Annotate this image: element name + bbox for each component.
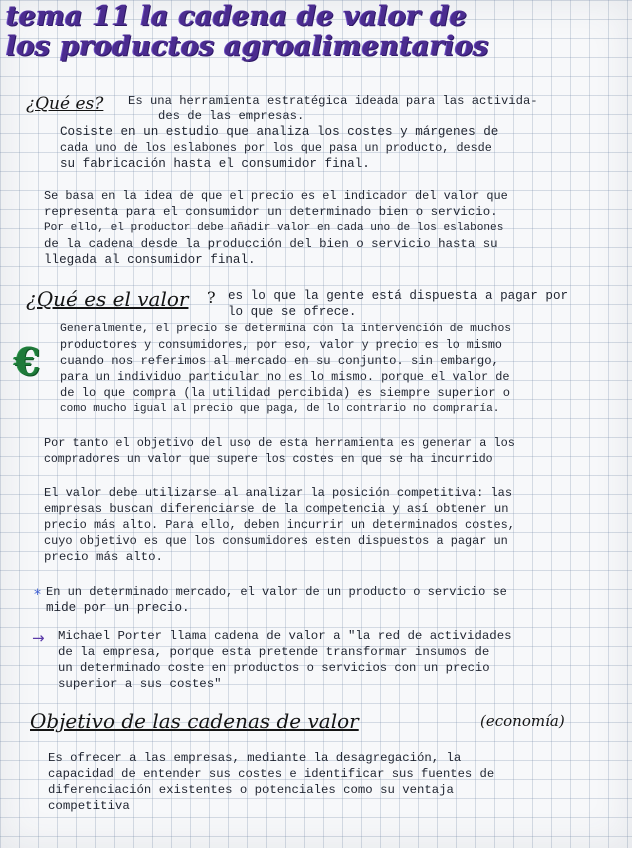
s4-line-5: de lo que compra (la utilidad percibida) es siempre superior o — [60, 386, 510, 400]
s6-line-2: empresas buscan diferenciarse de la competencia y así obtener un — [44, 502, 509, 516]
title-line-1: tema 11 la cadena de valor de — [6, 1, 468, 32]
s8-line-3: un determinado coste en productos o servicios con un precio — [58, 661, 490, 675]
heading-que-es: ¿Qué es? — [26, 94, 104, 114]
s4-line-1: Generalmente, el precio se determina con la intervención de muchos — [60, 323, 512, 335]
s9-line-1: Es ofrecer a las empresas, mediante la desagregación, la — [48, 751, 462, 765]
s6-line-1: El valor debe utilizarse al analizar la posición competitiva: las — [44, 486, 513, 500]
s8-line-4: superior a sus costes" — [58, 677, 222, 691]
arrow-right-icon: → — [32, 629, 45, 647]
s1-line-4: cada uno de los eslabones por los que pasa un producto, desde — [60, 141, 492, 155]
heading-objetivo: Objetivo de las cadenas de valor — [30, 709, 359, 733]
s2-line-1: Se basa en la idea de que el precio es el indicador del valor que — [44, 189, 508, 203]
s4-line-4: para un individuo particular no es lo mismo. porque el valor de — [60, 370, 510, 384]
s7-line-2: mide por un precio. — [46, 601, 190, 615]
s1-line-5: su fabricación hasta el consumidor final. — [60, 157, 370, 171]
s6-line-3: precio más alto. Para ello, deben incurrir un determinados costes, — [44, 518, 515, 532]
heading-que-es-el-valor: ¿Qué es el valor — [26, 287, 189, 311]
s5-line-2: compradores un valor que supere los costes en que se ha incurrido — [44, 453, 493, 466]
s2-line-4: de la cadena desde la producción del bien o servicio hasta su — [44, 237, 498, 251]
s3-line-2: lo que se ofrece. — [228, 305, 357, 319]
s4-line-6: como mucho igual al precio que paga, de lo contrario no compraría. — [60, 403, 500, 415]
s1-line-1: Es una herramienta estratégica ideada para las activida- — [128, 94, 538, 108]
s8-line-1: Michael Porter llama cadena de valor a "la red de actividades — [58, 629, 512, 643]
s2-line-2: representa para el consumidor un determinado bien o servicio. — [44, 205, 498, 219]
s6-line-5: precio más alto. — [44, 550, 163, 564]
s4-line-2: productores y consumidores, por eso, valor y precio es lo mismo — [60, 338, 502, 352]
s9-line-2: capacidad de entender sus costes e identificar sus fuentes de — [48, 767, 495, 781]
heading-aside: (economía) — [480, 712, 565, 730]
s2-line-3: Por ello, el productor debe añadir valor en cada uno de los eslabones — [44, 222, 504, 234]
star-bullet-icon: * — [34, 587, 41, 603]
s3-line-1: es lo que la gente está dispuesta a pagar por — [228, 289, 569, 303]
s5-line-1: Por tanto el objetivo del uso de esta herramienta es generar a los — [44, 436, 515, 450]
s1-line-3: Cosiste en un estudio que analiza los costes y márgenes de — [60, 125, 499, 139]
s6-line-4: cuyo objetivo es que los consumidores esten dispuestos a pagar un — [44, 534, 508, 548]
s9-line-3: diferenciación existentes o potenciales como su ventaja — [48, 783, 454, 797]
s9-line-4: competitiva — [48, 799, 130, 813]
question-mark: ? — [207, 288, 216, 307]
s2-line-5: llegada al consumidor final. — [44, 253, 256, 267]
page-title — [6, 2, 628, 62]
s8-line-2: de la empresa, porque esta pretende transformar insumos de — [58, 645, 490, 659]
s1-line-2: des de las empresas. — [158, 109, 305, 123]
s7-line-1: En un determinado mercado, el valor de un producto o servicio se — [46, 585, 507, 599]
title-line-2: los productos agroalimentarios — [6, 31, 489, 62]
euro-symbol: € — [14, 339, 41, 384]
s4-line-3: cuando nos referimos al mercado en su conjunto. sin embargo, — [60, 354, 499, 368]
